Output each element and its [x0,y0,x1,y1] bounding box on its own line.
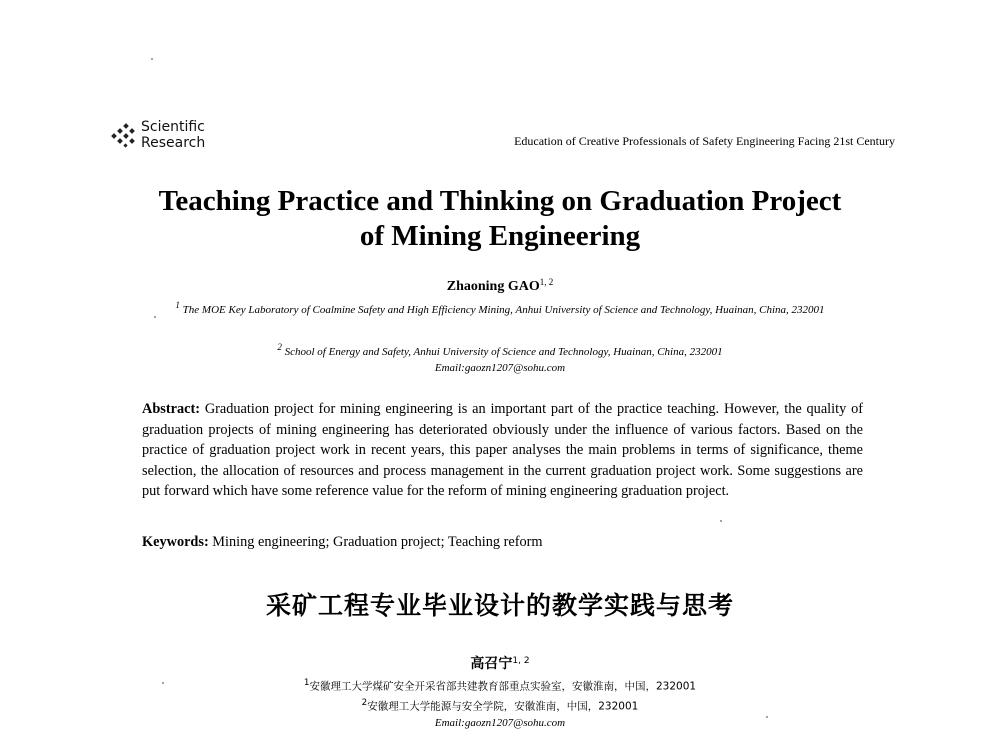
chinese-affiliation-2 [150,696,850,715]
chinese-author-name: 高召宁 [470,656,513,672]
chinese-author [100,652,900,673]
affiliation-1-text: The MOE Key Laboratory of Coalmine Safety and High Efficiency Mining, Anhui University of Science and Technology, Huainan, China, 232001 [182,304,825,316]
affiliation-1-sup: 1 [175,300,180,310]
journal-header-title: Education of Creative Professionals of Safety Engineering Facing 21st Century [514,134,895,148]
chinese-affiliation-1-text: 安徽理工大学煤矿安全开采省部共建教育部重点实验室，安徽淮南，中国，232001 [309,680,697,693]
keywords-label: Keywords: [142,534,209,550]
affiliation-1 [150,298,850,318]
logo-line-2: Research [141,135,206,151]
chinese-author-sup: 1, 2 [512,656,530,666]
publisher-logo [108,119,218,155]
paper-title-line-1: Teaching Practice and Thinking on Graduation Project [158,185,842,217]
chinese-affiliation-2-sup: 2 [361,698,368,708]
abstract [142,399,863,502]
logo-text [141,119,205,151]
chinese-affiliation-1 [150,676,850,695]
abstract-label: Abstract: [142,401,200,417]
affiliation-2 [150,340,850,360]
keywords [142,532,863,552]
scientific-research-logo-icon [108,123,140,149]
author-email: Email:gaozn1207@sohu.com [434,362,566,374]
chinese-title: 采矿工程专业毕业设计的教学实践与思考 [265,591,734,620]
author-sup: 1, 2 [539,277,554,287]
scan-speck [720,520,722,522]
paper-title [100,184,900,254]
abstract-text: Graduation project for mining engineering is an important part of the practice teaching. However, the quality of graduation projects of mining engineering has deteriorated obviously under the influence of various factors. Based on the practice of graduation project work in recent years, this paper analyses the main problems in terms of significance, theme selection, the allocation of resources and process management in the current graduation project work. Some suggestions are put forward which have some reference value for the reform of mining engineering graduation project. [142,401,863,499]
keywords-text: Mining engineering; Graduation project; Teaching reform [212,534,543,550]
affiliation-2-sup: 2 [277,342,282,352]
scan-speck [151,58,153,60]
author-name: Zhaoning GAO [446,279,540,294]
affiliation-2-text: School of Energy and Safety, Anhui University of Science and Technology, Huainan, China, 232001 [284,346,723,358]
author [100,273,900,296]
logo-line-1: Scientific [141,119,205,135]
paper-title-line-2: of Mining Engineering [359,220,641,252]
chinese-email: Email:gaozn1207@sohu.com [434,717,566,729]
chinese-affiliation-1-sup: 1 [303,678,310,688]
scan-speck [766,716,768,718]
scan-speck [162,682,164,684]
scan-speck [154,316,156,318]
chinese-affiliation-2-text: 安徽理工大学能源与安全学院，安徽淮南，中国，232001 [367,700,639,713]
